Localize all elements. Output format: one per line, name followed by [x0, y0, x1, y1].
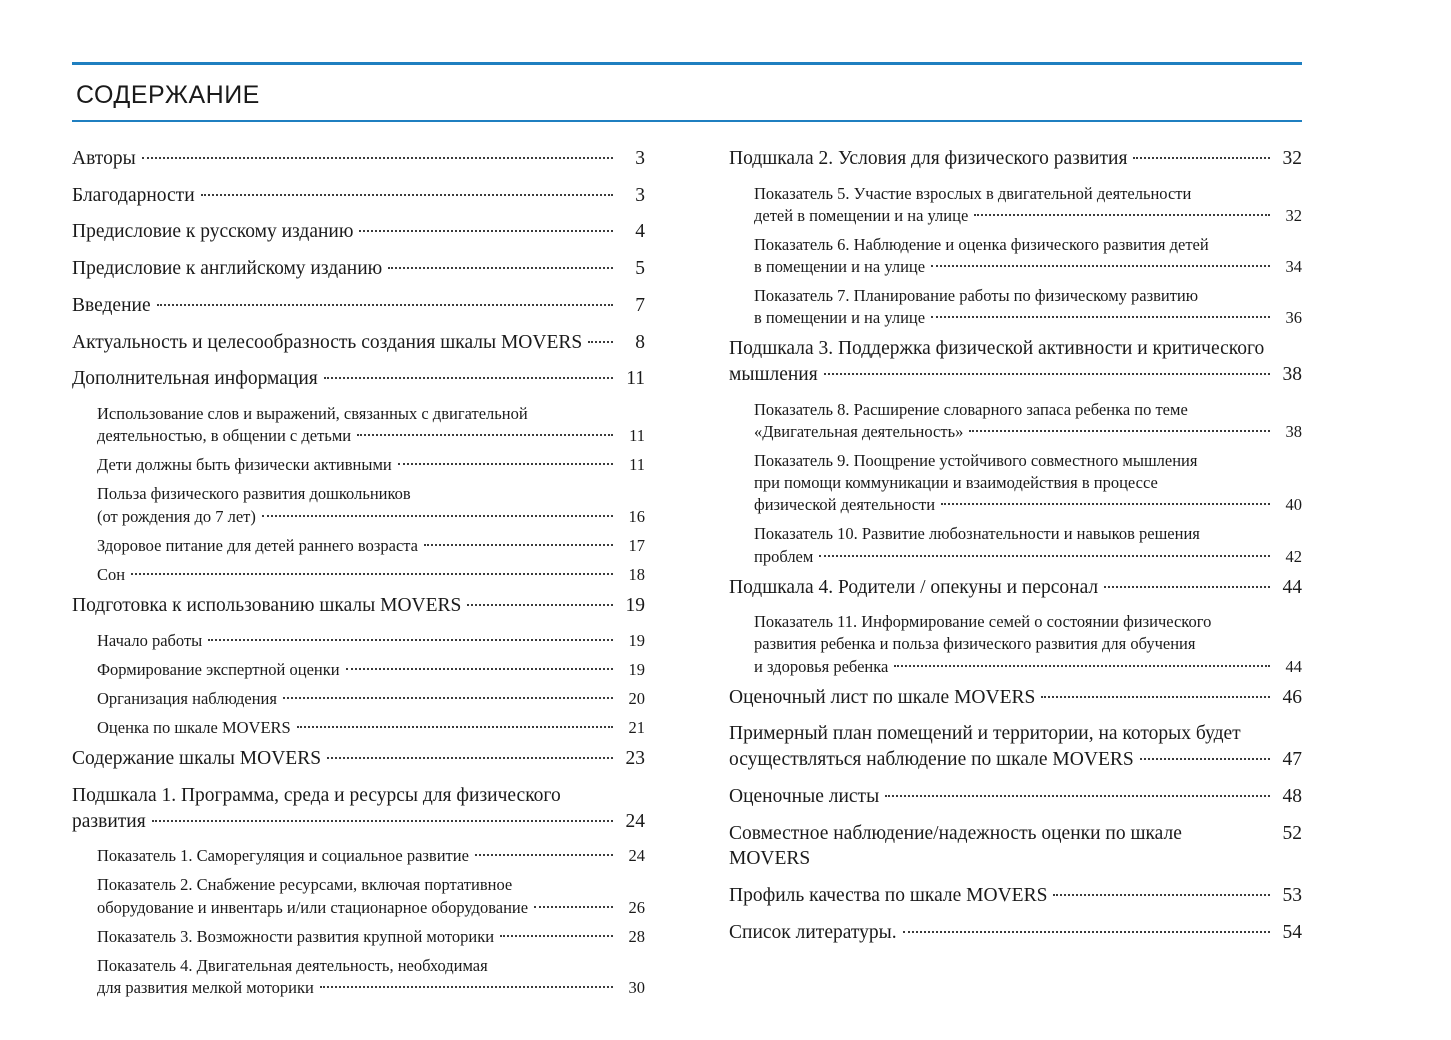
toc-entry[interactable]	[754, 611, 1302, 677]
toc-page-number: 46	[1282, 686, 1302, 708]
toc-entry-lastline	[754, 421, 1302, 443]
toc-entry-label: в помещении и на улице	[754, 257, 926, 277]
toc-entry-line: Показатель 8. Расширение словарного запаса ребенка по теме	[754, 399, 1188, 419]
toc-entry-lastline	[72, 746, 645, 772]
toc-entry-label: Начало работы	[97, 630, 203, 650]
toc-leader-dots	[1104, 586, 1270, 588]
toc-entry-lastline	[729, 883, 1302, 909]
toc-entry[interactable]	[97, 874, 645, 918]
toc-page-number: 16	[628, 506, 645, 526]
toc-entry-lastline	[72, 593, 645, 619]
toc-entry-label: осуществляться наблюдение по шкале MOVERS	[729, 749, 1134, 771]
toc-entry-line: Показатель 10. Развитие любознательности и навыков решения	[754, 524, 1200, 544]
toc-entry-label: детей в помещении и на улице	[754, 205, 969, 225]
toc-entry-lastline	[72, 809, 645, 835]
toc-entry-label: мышления	[729, 364, 818, 386]
toc-entry-label: Оценочный лист по шкале MOVERS	[729, 686, 1036, 708]
toc-entry-lastline	[754, 205, 1302, 227]
toc-entry[interactable]	[97, 926, 645, 948]
toc-entry-label: Показатель 1. Саморегуляция и социальное развитие	[97, 846, 469, 866]
toc-entry-lastline	[754, 307, 1302, 329]
toc-entry[interactable]	[754, 285, 1302, 329]
toc-entry-lastline	[97, 564, 645, 586]
toc-entry[interactable]	[97, 688, 645, 710]
toc-entry-lastline	[97, 659, 645, 681]
toc-entry-line: развития ребенка и польза физического развития для обучения	[754, 634, 1196, 654]
toc-entry-label: Содержание шкалы MOVERS	[72, 748, 322, 770]
toc-entry-label: Дети должны быть физически активными	[97, 455, 392, 475]
toc-entry-line: при помощи коммуникации и взаимодействия в процессе	[754, 473, 1158, 493]
toc-page-number: 20	[628, 688, 645, 708]
toc-leader-dots	[467, 604, 613, 606]
toc-page-number: 30	[628, 977, 645, 997]
toc-page-number: 23	[625, 748, 645, 770]
toc-entry[interactable]	[729, 336, 1302, 387]
toc-leader-dots	[500, 935, 613, 937]
toc-entry-line: Показатель 2. Снабжение ресурсами, включая портативное	[97, 875, 513, 895]
toc-entry[interactable]	[97, 564, 645, 586]
toc-page-number: 4	[635, 221, 645, 243]
toc-entry-label: Формирование экспертной оценки	[97, 659, 340, 679]
toc-entry-lastline	[729, 575, 1302, 601]
toc-entry[interactable]	[97, 403, 645, 447]
toc-entry-lastline	[729, 821, 1302, 872]
toc-leader-dots	[424, 544, 613, 546]
toc-entry-label: проблем	[754, 546, 814, 566]
toc-page-number: 36	[1285, 308, 1302, 328]
toc-leader-dots	[327, 757, 613, 759]
toc-entry[interactable]	[754, 523, 1302, 567]
toc-page-number: 48	[1282, 785, 1302, 807]
toc-entry-line: Показатель 5. Участие взрослых в двигательной деятельности	[754, 183, 1192, 203]
toc-entry-label: Оценочные листы	[729, 785, 880, 807]
toc-entry-lastline	[72, 330, 645, 356]
toc-leader-dots	[208, 639, 613, 641]
toc-entry[interactable]	[97, 630, 645, 652]
toc-entry-label: Введение	[72, 294, 151, 316]
toc-page-number: 19	[628, 630, 645, 650]
toc-page-number: 7	[635, 294, 645, 316]
toc-page-number: 11	[629, 426, 645, 446]
toc-page-number: 5	[635, 258, 645, 280]
toc-page-number: 38	[1282, 364, 1302, 386]
toc-page-number: 24	[628, 846, 645, 866]
toc-right-column	[729, 146, 1302, 1006]
toc-entry-label: «Двигательная деятельность»	[754, 421, 964, 441]
toc-page-number: 21	[628, 717, 645, 737]
toc-entry-label: Предисловие к русскому изданию	[72, 221, 354, 243]
toc-leader-dots	[357, 434, 613, 436]
toc-entry-label: Благодарности	[72, 184, 195, 206]
toc-entry-label: Предисловие к английскому изданию	[72, 258, 383, 280]
toc-page-number: 19	[628, 659, 645, 679]
toc-page-number: 38	[1285, 421, 1302, 441]
toc-leader-dots	[1041, 696, 1270, 698]
toc-entry[interactable]	[97, 483, 645, 527]
toc-page-number: 19	[625, 594, 645, 616]
toc-entry[interactable]	[729, 575, 1302, 601]
toc-entry[interactable]	[72, 293, 645, 319]
toc-entry[interactable]	[72, 366, 645, 392]
toc-page-number: 18	[628, 564, 645, 584]
toc-entry-label: оборудование и инвентарь и/или стационарное оборудование	[97, 897, 529, 917]
toc-page-number: 26	[628, 897, 645, 917]
toc-leader-dots	[824, 373, 1270, 375]
toc-leader-dots	[588, 341, 613, 343]
toc-leader-dots	[142, 157, 613, 159]
toc-entry[interactable]	[729, 721, 1302, 772]
toc-left-column	[72, 146, 645, 1006]
toc-entry-label: Оценка по шкале MOVERS	[97, 717, 291, 737]
toc-entry-label: Подготовка к использованию шкалы MOVERS	[72, 594, 462, 616]
toc-leader-dots	[885, 795, 1270, 797]
toc-entry-lastline	[754, 256, 1302, 278]
toc-entry[interactable]	[729, 883, 1302, 909]
toc-entry[interactable]	[729, 821, 1302, 872]
toc-entry[interactable]	[97, 717, 645, 739]
toc-entry-lastline	[754, 546, 1302, 568]
toc-entry[interactable]	[72, 219, 645, 245]
toc-entry[interactable]	[72, 330, 645, 356]
toc-leader-dots	[320, 986, 613, 988]
toc-page-number: 28	[628, 926, 645, 946]
toc-entry-line: Показатель 6. Наблюдение и оценка физического развития детей	[754, 234, 1209, 254]
toc-entry-lastline	[72, 219, 645, 245]
toc-leader-dots	[931, 316, 1270, 318]
toc-page-number: 44	[1282, 576, 1302, 598]
toc-entry-lastline	[97, 688, 645, 710]
toc-entry-lastline	[97, 454, 645, 476]
toc-entry-lastline	[754, 494, 1302, 516]
toc-container	[72, 62, 1302, 1006]
toc-page-number: 42	[1285, 546, 1302, 566]
toc-entry-lastline	[97, 506, 645, 528]
toc-leader-dots	[297, 726, 613, 728]
toc-page-number: 32	[1282, 148, 1302, 169]
toc-entry[interactable]	[754, 183, 1302, 227]
toc-leader-dots	[974, 214, 1270, 216]
toc-leader-dots	[894, 665, 1270, 667]
toc-page-number: 54	[1282, 921, 1302, 943]
toc-leader-dots	[1133, 157, 1270, 159]
toc-entry-line: Показатель 11. Информирование семей о состоянии физического	[754, 612, 1212, 632]
toc-leader-dots	[359, 230, 613, 232]
toc-leader-dots	[201, 194, 613, 196]
toc-leader-dots	[398, 463, 613, 465]
toc-entry-label: Здоровое питание для детей раннего возраста	[97, 535, 419, 555]
toc-entry-lastline	[729, 362, 1302, 388]
toc-entry[interactable]	[97, 845, 645, 867]
toc-entry-line: Подшкала 3. Поддержка физической активности и критического	[729, 338, 1265, 360]
toc-entry-label: Подшкала 2. Условия для физического развития	[729, 148, 1128, 169]
toc-leader-dots	[346, 668, 613, 670]
toc-leader-dots	[324, 377, 613, 379]
toc-entry[interactable]	[72, 746, 645, 772]
toc-entry-lastline	[97, 425, 645, 447]
toc-entry-lastline	[729, 747, 1302, 773]
toc-entry-lastline	[97, 926, 645, 948]
toc-entry-lastline	[97, 630, 645, 652]
toc-entry[interactable]	[72, 146, 645, 172]
toc-leader-dots	[388, 267, 613, 269]
toc-leader-dots	[262, 515, 613, 517]
toc-leader-dots	[819, 555, 1270, 557]
toc-entry[interactable]	[97, 955, 645, 999]
toc-entry-lastline	[97, 977, 645, 999]
toc-entry[interactable]	[754, 399, 1302, 443]
toc-entry-label: для развития мелкой моторики	[97, 977, 314, 997]
toc-entry[interactable]	[754, 234, 1302, 278]
toc-leader-dots	[903, 931, 1270, 933]
toc-page-number: 8	[635, 331, 645, 353]
toc-entry[interactable]	[97, 659, 645, 681]
toc-entry-lastline	[72, 183, 645, 209]
toc-entry-line: Польза физического развития дошкольников	[97, 484, 411, 504]
toc-page-number: 52	[1282, 822, 1302, 844]
toc-leader-dots	[157, 304, 613, 306]
toc-entry[interactable]	[729, 685, 1302, 711]
toc-leader-dots	[1140, 758, 1270, 760]
toc-entry-label: Совместное наблюдение/надежность оценки по шкале MOVERS	[729, 822, 1187, 870]
toc-entry-label: Дополнительная информация	[72, 368, 318, 390]
toc-leader-dots	[931, 265, 1270, 267]
toc-page-number: 17	[628, 535, 645, 555]
toc-entry-line: Примерный план помещений и территории, на которых будет	[729, 723, 1241, 745]
toc-entry-line: Показатель 9. Поощрение устойчивого совместного мышления	[754, 451, 1198, 471]
toc-entry[interactable]	[729, 920, 1302, 946]
toc-leader-dots	[534, 906, 613, 908]
toc-leader-dots	[475, 854, 613, 856]
toc-page-number: 11	[629, 455, 645, 475]
toc-leader-dots	[941, 503, 1270, 505]
toc-entry[interactable]	[72, 183, 645, 209]
toc-entry-line: Использование слов и выражений, связанных с двигательной	[97, 404, 528, 424]
toc-entry[interactable]	[72, 783, 645, 834]
toc-page-number: 32	[1285, 205, 1302, 225]
toc-entry-lastline	[97, 845, 645, 867]
toc-entry-label: Сон	[97, 564, 126, 584]
toc-entry-label: Показатель 3. Возможности развития крупной моторики	[97, 926, 495, 946]
toc-entry-label: Авторы	[72, 148, 136, 169]
toc-page-number: 34	[1285, 257, 1302, 277]
toc-page-number: 44	[1285, 656, 1302, 676]
toc-leader-dots	[152, 820, 613, 822]
toc-entry-lastline	[97, 535, 645, 557]
toc-entry-line: Показатель 4. Двигательная деятельность, необходимая	[97, 955, 488, 975]
toc-leader-dots	[283, 697, 613, 699]
page-title: СОДЕРЖАНИЕ	[76, 81, 260, 109]
toc-page-number: 3	[635, 184, 645, 206]
toc-entry[interactable]	[97, 454, 645, 476]
toc-entry-label: Подшкала 4. Родители / опекуны и персонал	[729, 576, 1099, 598]
toc-leader-dots	[1053, 894, 1270, 896]
toc-page-number: 24	[625, 810, 645, 832]
toc-entry-label: (от рождения до 7 лет)	[97, 506, 256, 526]
toc-columns	[72, 146, 1302, 1006]
toc-page-number: 11	[626, 368, 645, 390]
toc-entry-lastline	[72, 146, 645, 172]
toc-entry-label: деятельностью, в общении с детьми	[97, 426, 352, 446]
toc-entry-lastline	[72, 293, 645, 319]
toc-entry-lastline	[729, 146, 1302, 172]
toc-entry-label: Список литературы.	[729, 921, 897, 943]
toc-entry-label: и здоровья ребенка	[754, 656, 889, 676]
toc-page-number: 3	[635, 148, 645, 169]
toc-entry-label: Профиль качества по шкале MOVERS	[729, 885, 1048, 907]
toc-entry[interactable]	[72, 593, 645, 619]
toc-entry[interactable]	[729, 146, 1302, 172]
bottom-divider	[72, 120, 1302, 122]
toc-entry-line: Показатель 7. Планирование работы по физическому развитию	[754, 286, 1199, 306]
toc-entry[interactable]	[97, 535, 645, 557]
toc-leader-dots	[131, 573, 613, 575]
toc-leader-dots	[969, 430, 1270, 432]
toc-entry-lastline	[72, 256, 645, 282]
toc-page-number: 40	[1285, 495, 1302, 515]
toc-page-number: 53	[1282, 885, 1302, 907]
toc-entry-lastline	[729, 784, 1302, 810]
toc-entry-lastline	[97, 897, 645, 919]
toc-entry-lastline	[754, 656, 1302, 678]
toc-entry-lastline	[97, 717, 645, 739]
toc-entry-lastline	[729, 920, 1302, 946]
toc-entry-lastline	[729, 685, 1302, 711]
toc-entry[interactable]	[754, 450, 1302, 516]
toc-entry-label: в помещении и на улице	[754, 308, 926, 328]
toc-entry-label: Организация наблюдения	[97, 688, 277, 708]
toc-entry[interactable]	[729, 784, 1302, 810]
toc-entry[interactable]	[72, 256, 645, 282]
toc-entry-label: физической деятельности	[754, 495, 936, 515]
toc-entry-line: Подшкала 1. Программа, среда и ресурсы для физического	[72, 784, 561, 806]
toc-entry-label: развития	[72, 810, 146, 832]
toc-page-number: 47	[1282, 749, 1302, 771]
toc-entry-label: Актуальность и целесообразность создания шкалы MOVERS	[72, 331, 583, 353]
toc-entry-lastline	[72, 366, 645, 392]
